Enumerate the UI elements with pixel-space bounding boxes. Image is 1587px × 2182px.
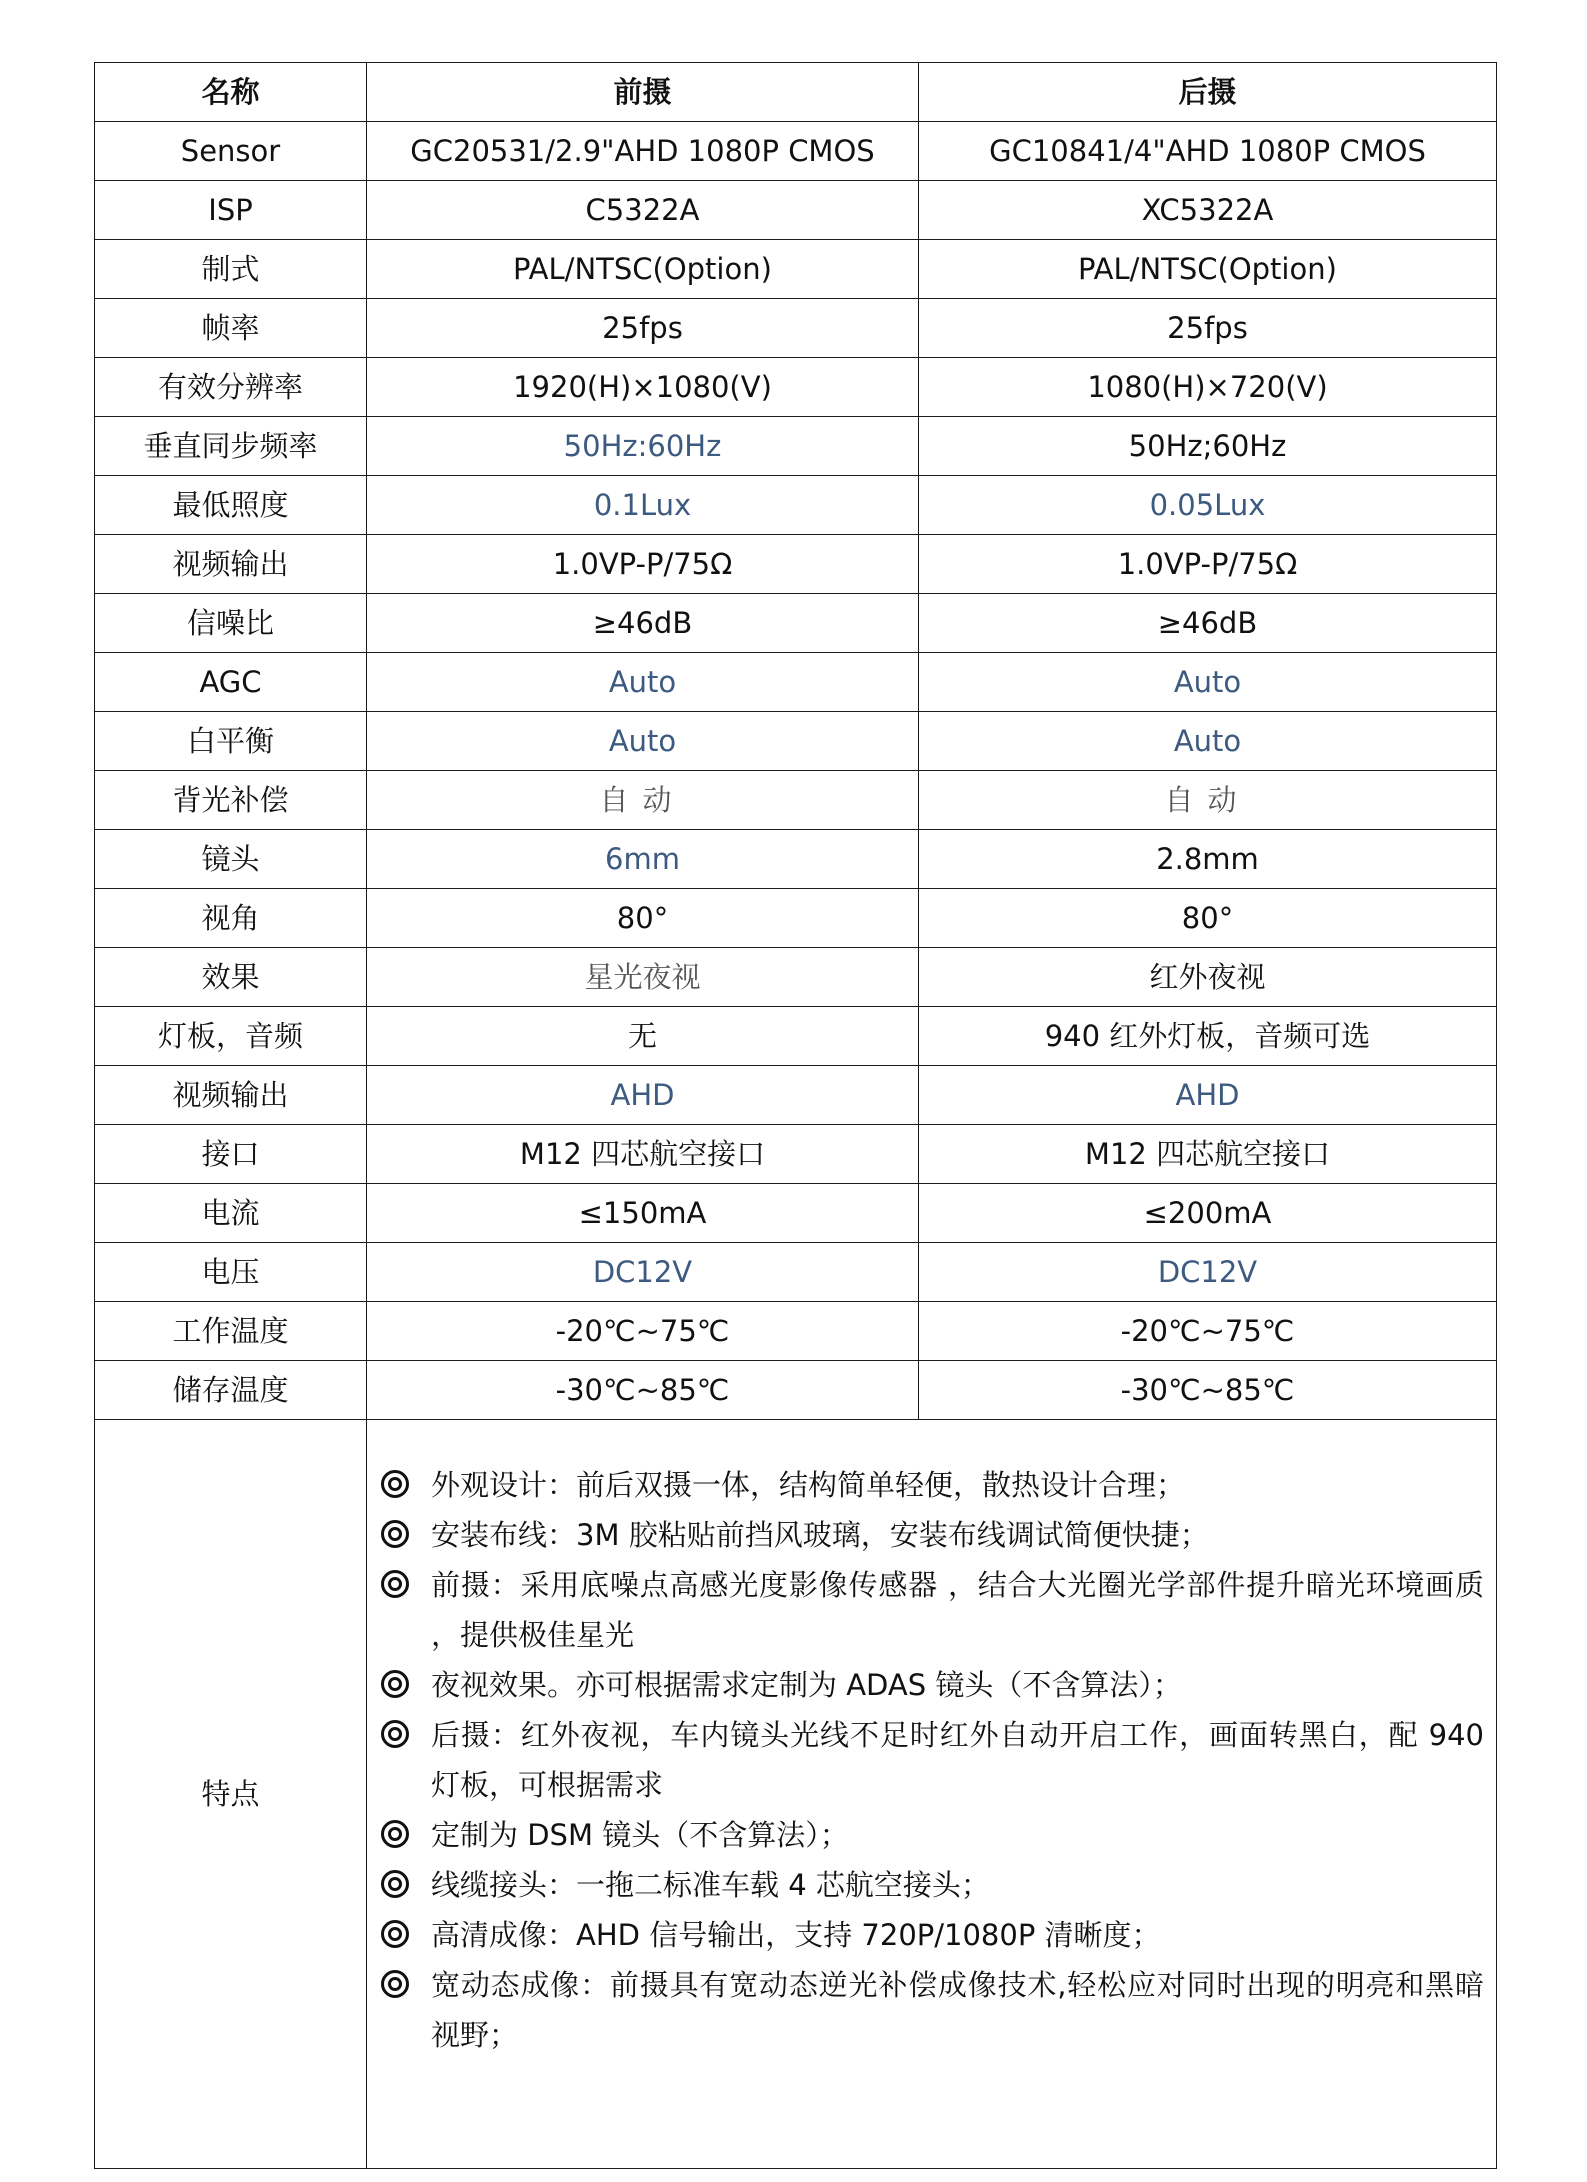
front-value: ≤150mA xyxy=(367,1184,919,1243)
row-label: 背光补偿 xyxy=(95,771,367,830)
feature-text: 后摄：红外夜视，车内镜头光线不足时红外自动开启工作，画面转黑白，配 940 灯板，可根据需求 xyxy=(431,1718,1484,1802)
front-value: -20℃~75℃ xyxy=(367,1302,919,1361)
rear-value: Auto xyxy=(919,653,1497,712)
table-row-operating-temp xyxy=(95,1302,1497,1361)
double-circle-bullet-icon xyxy=(381,1870,409,1898)
front-value: DC12V xyxy=(367,1243,919,1302)
front-value: 1920(H)×1080(V) xyxy=(367,358,919,417)
header-rear: 后摄 xyxy=(919,63,1497,122)
table-row-min-illumination xyxy=(95,476,1497,535)
table-row-isp xyxy=(95,181,1497,240)
row-label: 有效分辨率 xyxy=(95,358,367,417)
feature-text: 外观设计：前后双摄一体，结构简单轻便，散热设计合理； xyxy=(431,1468,1186,1502)
rear-value: DC12V xyxy=(919,1243,1497,1302)
rear-value: AHD xyxy=(919,1066,1497,1125)
table-row-video-output-2 xyxy=(95,1066,1497,1125)
double-circle-bullet-icon xyxy=(381,1920,409,1948)
front-value: 80° xyxy=(367,889,919,948)
front-value: -30℃~85℃ xyxy=(367,1361,919,1420)
table-row-current xyxy=(95,1184,1497,1243)
row-label: AGC xyxy=(95,653,367,712)
table-row-vsync xyxy=(95,417,1497,476)
front-value: 0.1Lux xyxy=(367,476,919,535)
table-header-row xyxy=(95,63,1497,122)
header-name: 名称 xyxy=(95,63,367,122)
table-row-video-output xyxy=(95,535,1497,594)
front-value: Auto xyxy=(367,712,919,771)
features-label: 特点 xyxy=(95,1420,367,2169)
rear-value: 0.05Lux xyxy=(919,476,1497,535)
table-row-interface xyxy=(95,1125,1497,1184)
rear-value: -20℃~75℃ xyxy=(919,1302,1497,1361)
rear-value: 红外夜视 xyxy=(919,948,1497,1007)
rear-value: XC5322A xyxy=(919,181,1497,240)
rear-value: 25fps xyxy=(919,299,1497,358)
feature-list xyxy=(381,1460,1484,2060)
table-row-features xyxy=(95,1420,1497,2169)
rear-value: ≤200mA xyxy=(919,1184,1497,1243)
rear-value: Auto xyxy=(919,712,1497,771)
double-circle-bullet-icon xyxy=(381,1470,409,1498)
front-value: PAL/NTSC(Option) xyxy=(367,240,919,299)
row-label: 效果 xyxy=(95,948,367,1007)
rear-value: 自动 xyxy=(919,771,1497,830)
table-row-snr xyxy=(95,594,1497,653)
rear-value: -30℃~85℃ xyxy=(919,1361,1497,1420)
row-label: Sensor xyxy=(95,122,367,181)
features-cell xyxy=(367,1420,1497,2169)
row-label: 制式 xyxy=(95,240,367,299)
row-label: 电流 xyxy=(95,1184,367,1243)
table-row-fov xyxy=(95,889,1497,948)
table-row-lightboard-audio xyxy=(95,1007,1497,1066)
table-row-storage-temp xyxy=(95,1361,1497,1420)
row-label: 储存温度 xyxy=(95,1361,367,1420)
table-row-resolution xyxy=(95,358,1497,417)
row-label: 帧率 xyxy=(95,299,367,358)
row-label: 垂直同步频率 xyxy=(95,417,367,476)
rear-value: M12 四芯航空接口 xyxy=(919,1125,1497,1184)
row-label: 灯板，音频 xyxy=(95,1007,367,1066)
double-circle-bullet-icon xyxy=(381,1970,409,1998)
feature-item xyxy=(381,1960,1484,2060)
feature-item xyxy=(381,1710,1484,1810)
rear-value: GC10841/4"AHD 1080P CMOS xyxy=(919,122,1497,181)
rear-value: 80° xyxy=(919,889,1497,948)
front-value: M12 四芯航空接口 xyxy=(367,1125,919,1184)
feature-item xyxy=(381,1560,1484,1660)
double-circle-bullet-icon xyxy=(381,1570,409,1598)
front-value: GC20531/2.9"AHD 1080P CMOS xyxy=(367,122,919,181)
row-label: 白平衡 xyxy=(95,712,367,771)
rear-value: 2.8mm xyxy=(919,830,1497,889)
feature-item xyxy=(381,1810,1484,1860)
feature-text: 安装布线：3M 胶粘贴前挡风玻璃，安装布线调试简便快捷； xyxy=(431,1518,1209,1552)
row-label: 信噪比 xyxy=(95,594,367,653)
double-circle-bullet-icon xyxy=(381,1520,409,1548)
front-value: 自动 xyxy=(367,771,919,830)
table-row-lens xyxy=(95,830,1497,889)
front-value: 6mm xyxy=(367,830,919,889)
feature-text: 定制为 DSM 镜头（不含算法）； xyxy=(431,1818,849,1852)
table-row-voltage xyxy=(95,1243,1497,1302)
table-row-backlight xyxy=(95,771,1497,830)
double-circle-bullet-icon xyxy=(381,1820,409,1848)
row-label: 电压 xyxy=(95,1243,367,1302)
table-row-format xyxy=(95,240,1497,299)
front-value: ≥46dB xyxy=(367,594,919,653)
table-row-white-balance xyxy=(95,712,1497,771)
feature-text: 宽动态成像：前摄具有宽动态逆光补偿成像技术,轻松应对同时出现的明亮和黑暗视野； xyxy=(431,1968,1484,2052)
rear-value: 1080(H)×720(V) xyxy=(919,358,1497,417)
feature-text: 夜视效果。亦可根据需求定制为 ADAS 镜头（不含算法）； xyxy=(431,1668,1182,1702)
rear-value: 940 红外灯板，音频可选 xyxy=(919,1007,1497,1066)
rear-value: 50Hz;60Hz xyxy=(919,417,1497,476)
feature-item xyxy=(381,1660,1484,1710)
table-row-effect xyxy=(95,948,1497,1007)
table-row-framerate xyxy=(95,299,1497,358)
double-circle-bullet-icon xyxy=(381,1670,409,1698)
row-label: 视频输出 xyxy=(95,1066,367,1125)
front-value: 25fps xyxy=(367,299,919,358)
row-label: 镜头 xyxy=(95,830,367,889)
header-front: 前摄 xyxy=(367,63,919,122)
feature-text: 前摄：采用底噪点高感光度影像传感器 ，结合大光圈光学部件提升暗光环境画质 ，提供极佳星光 xyxy=(431,1568,1484,1652)
front-value: 星光夜视 xyxy=(367,948,919,1007)
feature-item xyxy=(381,1460,1484,1510)
front-value: 无 xyxy=(367,1007,919,1066)
front-value: 1.0VP-P/75Ω xyxy=(367,535,919,594)
rear-value: ≥46dB xyxy=(919,594,1497,653)
feature-text: 线缆接头：一拖二标准车载 4 芯航空接头； xyxy=(431,1868,990,1902)
front-value: 50Hz:60Hz xyxy=(367,417,919,476)
rear-value: 1.0VP-P/75Ω xyxy=(919,535,1497,594)
row-label: 接口 xyxy=(95,1125,367,1184)
feature-text: 高清成像：AHD 信号输出，支持 720P/1080P 清晰度； xyxy=(431,1918,1161,1952)
table-row-agc xyxy=(95,653,1497,712)
row-label: 视频输出 xyxy=(95,535,367,594)
front-value: C5322A xyxy=(367,181,919,240)
feature-item xyxy=(381,1860,1484,1910)
front-value: AHD xyxy=(367,1066,919,1125)
spec-table xyxy=(94,62,1497,2169)
row-label: 视角 xyxy=(95,889,367,948)
row-label: 最低照度 xyxy=(95,476,367,535)
front-value: Auto xyxy=(367,653,919,712)
double-circle-bullet-icon xyxy=(381,1720,409,1748)
table-row-sensor xyxy=(95,122,1497,181)
feature-item xyxy=(381,1510,1484,1560)
row-label: ISP xyxy=(95,181,367,240)
rear-value: PAL/NTSC(Option) xyxy=(919,240,1497,299)
row-label: 工作温度 xyxy=(95,1302,367,1361)
feature-item xyxy=(381,1910,1484,1960)
